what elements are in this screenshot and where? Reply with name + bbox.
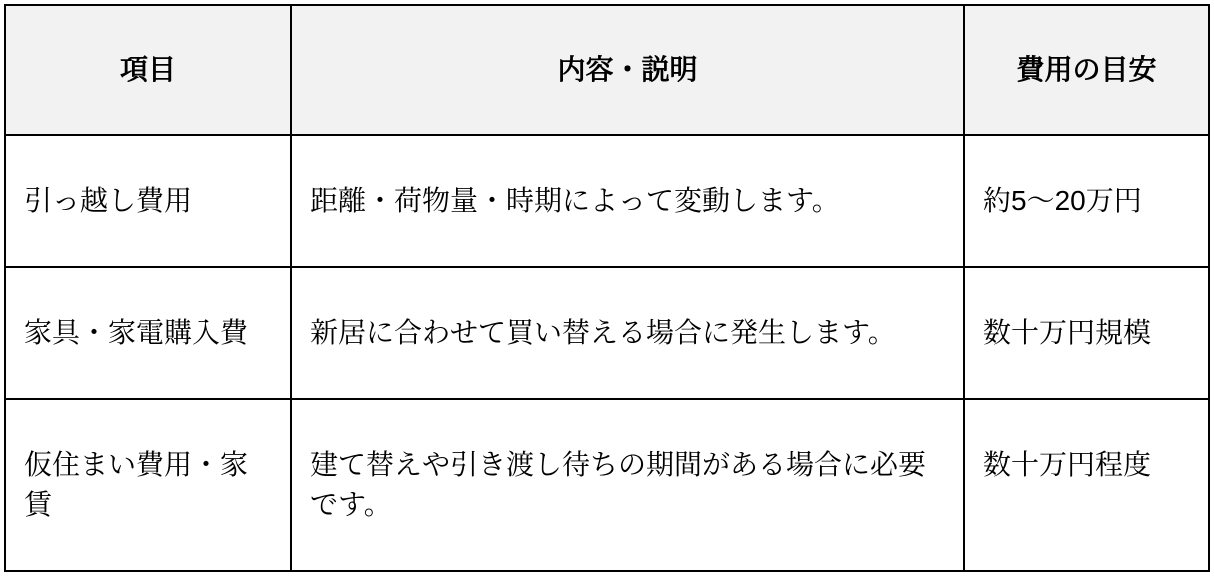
header-row (5, 5, 1209, 135)
cell-cost: 数十万円程度 (964, 399, 1209, 571)
cell-cost: 約5〜20万円 (964, 135, 1209, 267)
table-header (5, 5, 1209, 135)
column-header-cost-estimate: 費用の目安 (964, 5, 1209, 135)
table-row-temporary-housing-cost (5, 399, 1209, 571)
table-body (5, 135, 1209, 571)
cost-table (4, 4, 1210, 572)
cell-cost: 数十万円規模 (964, 267, 1209, 399)
column-header-item: 項目 (5, 5, 291, 135)
column-header-description: 内容・説明 (291, 5, 964, 135)
cell-description: 新居に合わせて買い替える場合に発生します。 (291, 267, 964, 399)
cell-item: 引っ越し費用 (5, 135, 291, 267)
table-row-moving-cost (5, 135, 1209, 267)
cell-item: 家具・家電購入費 (5, 267, 291, 399)
cell-description: 建て替えや引き渡し待ちの期間がある場合に必要です。 (291, 399, 964, 571)
table-row-furniture-appliance-cost (5, 267, 1209, 399)
cell-description: 距離・荷物量・時期によって変動します。 (291, 135, 964, 267)
cell-item: 仮住まい費用・家賃 (5, 399, 291, 571)
